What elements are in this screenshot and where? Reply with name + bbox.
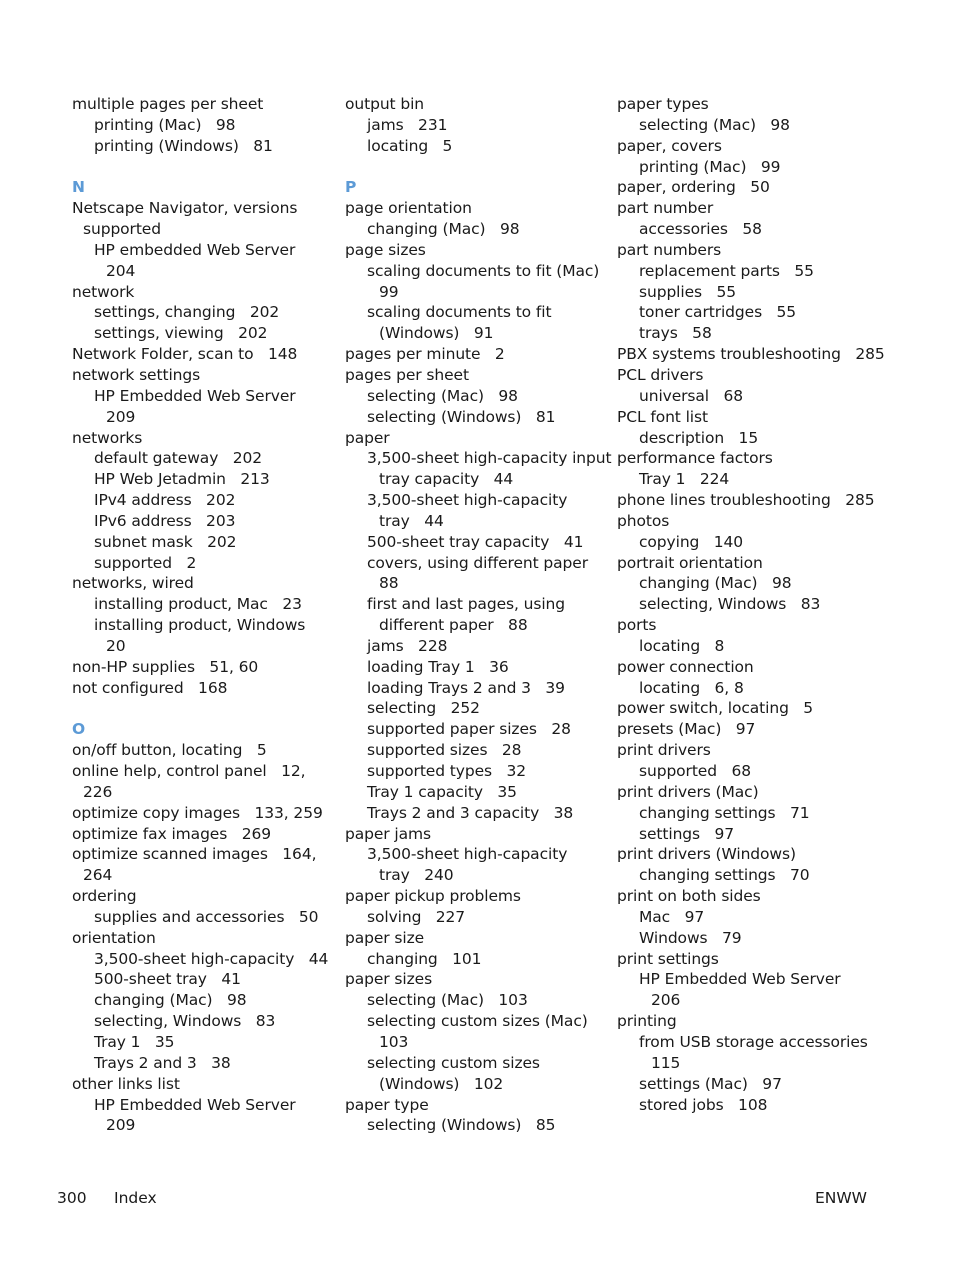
index-entry: paper types — [617, 95, 709, 113]
index-entry: part number — [617, 199, 714, 218]
index-entry: optimize fax images 269 — [72, 824, 271, 843]
index-subentry: Trays 2 and 3 capacity 38 — [367, 803, 574, 822]
index-entry: ordering — [72, 887, 137, 906]
index-subentry: Windows 79 — [639, 928, 742, 947]
index-subentry: 264 — [83, 866, 113, 885]
index-subentry: installing product, Mac 23 — [94, 595, 302, 614]
index-entry: print drivers (Mac) — [617, 782, 759, 801]
index-subentry: supported types 32 — [367, 762, 527, 780]
index-subentry: IPv4 address 202 — [94, 491, 236, 510]
index-subentry: stored jobs 108 — [639, 1095, 768, 1114]
index-entry: networks, wired — [72, 574, 194, 593]
index-entry: other links list — [72, 1074, 180, 1093]
index-subentry: supplies 55 — [639, 282, 737, 301]
index-subentry: selecting custom sizes (Mac) — [367, 1012, 588, 1031]
index-entry: not configured 168 — [72, 678, 228, 697]
index-subentry: changing (Mac) 98 — [639, 574, 792, 593]
index-entry: power switch, locating 5 — [617, 699, 814, 718]
index-subentry: loading Trays 2 and 3 39 — [367, 678, 565, 697]
index-subentry: 88 — [379, 574, 399, 593]
index-subentry: 3,500-sheet high-capacity input — [367, 449, 612, 468]
index-subentry: Trays 2 and 3 38 — [94, 1053, 231, 1072]
index-subentry: settings 97 — [639, 824, 735, 843]
index-subentry: changing (Mac) 98 — [94, 991, 247, 1010]
section-gap — [72, 698, 322, 719]
index-subentry: description 15 — [639, 428, 759, 447]
index-subentry: jams 228 — [367, 636, 448, 655]
index-subentry: selecting custom sizes — [367, 1053, 540, 1072]
index-entry: non-HP supplies 51, 60 — [72, 657, 259, 676]
index-subentry: changing settings 71 — [639, 803, 810, 822]
index-subentry: printing (Mac) 99 — [639, 157, 781, 176]
letter-heading: N — [72, 178, 85, 197]
index-subentry: selecting (Windows) 85 — [367, 1116, 556, 1135]
index-subentry: tray 240 — [379, 866, 454, 885]
index-subentry: HP Web Jetadmin 213 — [94, 470, 270, 489]
index-entry: optimize copy images 133, 259 — [72, 803, 323, 822]
index-subentry: changing settings 70 — [639, 866, 810, 885]
index-entry: paper, ordering 50 — [617, 178, 770, 197]
index-entry: portrait orientation — [617, 553, 763, 572]
index-subentry: (Windows) 91 — [379, 324, 494, 343]
index-column-2 — [345, 94, 612, 1136]
index-subentry: locating 5 — [367, 136, 453, 155]
index-subentry: supported sizes 28 — [367, 741, 522, 760]
index-entry: page sizes — [345, 240, 426, 259]
index-entry: network settings — [72, 365, 201, 384]
index-subentry: replacement parts 55 — [639, 261, 814, 280]
index-subentry: IPv6 address 203 — [94, 511, 236, 530]
page-number: 300 — [57, 1189, 87, 1207]
doc-code: ENWW — [814, 1189, 867, 1207]
index-entry: online help, control panel 12, — [72, 762, 306, 780]
index-entry: phone lines troubleshooting 285 — [617, 491, 875, 510]
index-column-3 — [617, 94, 887, 1115]
index-subentry: supported — [83, 220, 161, 239]
index-subentry: loading Tray 1 36 — [367, 657, 509, 676]
section-label: Index — [114, 1189, 157, 1207]
index-entry: paper, covers — [617, 136, 722, 155]
index-subentry: selecting, Windows 83 — [639, 595, 821, 614]
index-entry: pages per sheet — [345, 365, 469, 384]
index-subentry: 500-sheet tray capacity 41 — [367, 532, 584, 551]
index-entry: Netscape Navigator, versions — [72, 199, 298, 218]
index-subentry: 206 — [651, 991, 681, 1010]
index-subentry: supported 68 — [639, 762, 751, 780]
index-entry: PCL drivers — [617, 365, 704, 384]
index-subentry: 500-sheet tray 41 — [94, 970, 241, 989]
letter-heading: O — [72, 720, 86, 739]
index-entry: paper sizes — [345, 970, 433, 989]
index-subentry: selecting (Mac) 98 — [367, 386, 518, 405]
index-subentry: HP Embedded Web Server — [94, 1095, 296, 1114]
index-subentry: selecting 252 — [367, 699, 480, 718]
index-subentry: 103 — [379, 1032, 409, 1051]
index-subentry: tray capacity 44 — [379, 470, 514, 489]
index-entry: networks — [72, 428, 143, 447]
index-entry: power connection — [617, 657, 754, 676]
index-subentry: changing (Mac) 98 — [367, 220, 520, 239]
index-entry: pages per minute 2 — [345, 345, 505, 364]
index-subentry: locating 6, 8 — [639, 678, 744, 697]
index-subentry: 209 — [106, 407, 136, 426]
index-subentry: supported 2 — [94, 553, 197, 572]
index-subentry: universal 68 — [639, 386, 744, 405]
index-subentry: different paper 88 — [379, 616, 528, 635]
index-subentry: supplies and accessories 50 — [94, 907, 319, 926]
index-subentry: accessories 58 — [639, 220, 762, 239]
index-subentry: 115 — [651, 1053, 681, 1072]
index-subentry: HP Embedded Web Server — [639, 970, 841, 989]
index-subentry: scaling documents to fit (Mac) — [367, 261, 600, 280]
index-subentry: scaling documents to fit — [367, 303, 552, 322]
index-entry: part numbers — [617, 240, 722, 259]
index-subentry: supported paper sizes 28 — [367, 720, 571, 739]
index-subentry: Mac 97 — [639, 907, 705, 926]
index-subentry: covers, using different paper — [367, 553, 588, 572]
index-subentry: default gateway 202 — [94, 449, 263, 468]
index-entry: Network Folder, scan to 148 — [72, 345, 298, 364]
index-subentry: 204 — [106, 261, 136, 280]
section-gap — [72, 157, 322, 178]
index-subentry: 20 — [106, 636, 126, 655]
index-subentry: Tray 1 capacity 35 — [367, 782, 517, 801]
index-entry: printing — [617, 1012, 677, 1031]
index-subentry: solving 227 — [367, 907, 466, 926]
index-entry: print drivers (Windows) — [617, 845, 796, 864]
index-subentry: selecting (Mac) 103 — [367, 991, 528, 1010]
index-entry: multiple pages per sheet — [72, 95, 264, 113]
index-entry: ports — [617, 616, 657, 635]
index-entry: presets (Mac) 97 — [617, 720, 756, 739]
section-gap — [345, 157, 595, 178]
index-entry: print drivers — [617, 741, 711, 760]
index-subentry: 3,500-sheet high-capacity — [367, 845, 568, 864]
index-entry: paper size — [345, 928, 425, 947]
index-subentry: (Windows) 102 — [379, 1074, 504, 1093]
index-subentry: 226 — [83, 782, 113, 801]
index-subentry: trays 58 — [639, 324, 712, 343]
index-subentry: installing product, Windows — [94, 616, 306, 635]
index-subentry: 3,500-sheet high-capacity — [367, 491, 568, 510]
index-entry: page orientation — [345, 199, 472, 218]
index-entry: PBX systems troubleshooting 285 — [617, 345, 885, 364]
index-entry: photos — [617, 511, 670, 530]
index-subentry: HP embedded Web Server — [94, 240, 296, 259]
index-subentry: changing 101 — [367, 949, 482, 968]
index-subentry: copying 140 — [639, 532, 744, 551]
index-entry: paper jams — [345, 824, 431, 843]
index-subentry: printing (Mac) 98 — [94, 115, 236, 134]
index-subentry: from USB storage accessories — [639, 1032, 868, 1051]
index-subentry: Tray 1 224 — [639, 470, 730, 489]
index-entry: paper pickup problems — [345, 887, 521, 906]
index-subentry: settings, viewing 202 — [94, 324, 268, 343]
index-entry: on/off button, locating 5 — [72, 741, 267, 760]
index-subentry: selecting (Windows) 81 — [367, 407, 556, 426]
index-subentry: 99 — [379, 282, 399, 301]
index-entry: orientation — [72, 928, 156, 947]
index-subentry: tray 44 — [379, 511, 444, 530]
index-subentry: subnet mask 202 — [94, 532, 237, 551]
index-subentry: printing (Windows) 81 — [94, 136, 273, 155]
index-entry: print settings — [617, 949, 719, 968]
index-subentry: selecting, Windows 83 — [94, 1012, 276, 1031]
index-subentry: settings, changing 202 — [94, 303, 280, 322]
index-entry: PCL font list — [617, 407, 708, 426]
index-entry: paper type — [345, 1095, 429, 1114]
index-subentry: Tray 1 35 — [94, 1032, 175, 1051]
index-subentry: selecting (Mac) 98 — [639, 115, 790, 134]
index-entry: paper — [345, 428, 390, 447]
index-subentry: 209 — [106, 1116, 136, 1135]
letter-heading: P — [345, 178, 357, 197]
index-entry: performance factors — [617, 449, 773, 468]
index-entry: network — [72, 282, 135, 301]
index-subentry: HP Embedded Web Server — [94, 386, 296, 405]
index-subentry: settings (Mac) 97 — [639, 1074, 782, 1093]
index-subentry: first and last pages, using — [367, 595, 565, 614]
index-subentry: locating 8 — [639, 636, 725, 655]
index-column-1 — [72, 94, 329, 1136]
index-subentry: 3,500-sheet high-capacity 44 — [94, 949, 329, 968]
index-entry: print on both sides — [617, 887, 761, 906]
index-subentry: toner cartridges 55 — [639, 303, 797, 322]
index-subentry: jams 231 — [367, 115, 448, 134]
index-entry: optimize scanned images 164, — [72, 845, 317, 864]
index-entry: output bin — [345, 95, 425, 113]
